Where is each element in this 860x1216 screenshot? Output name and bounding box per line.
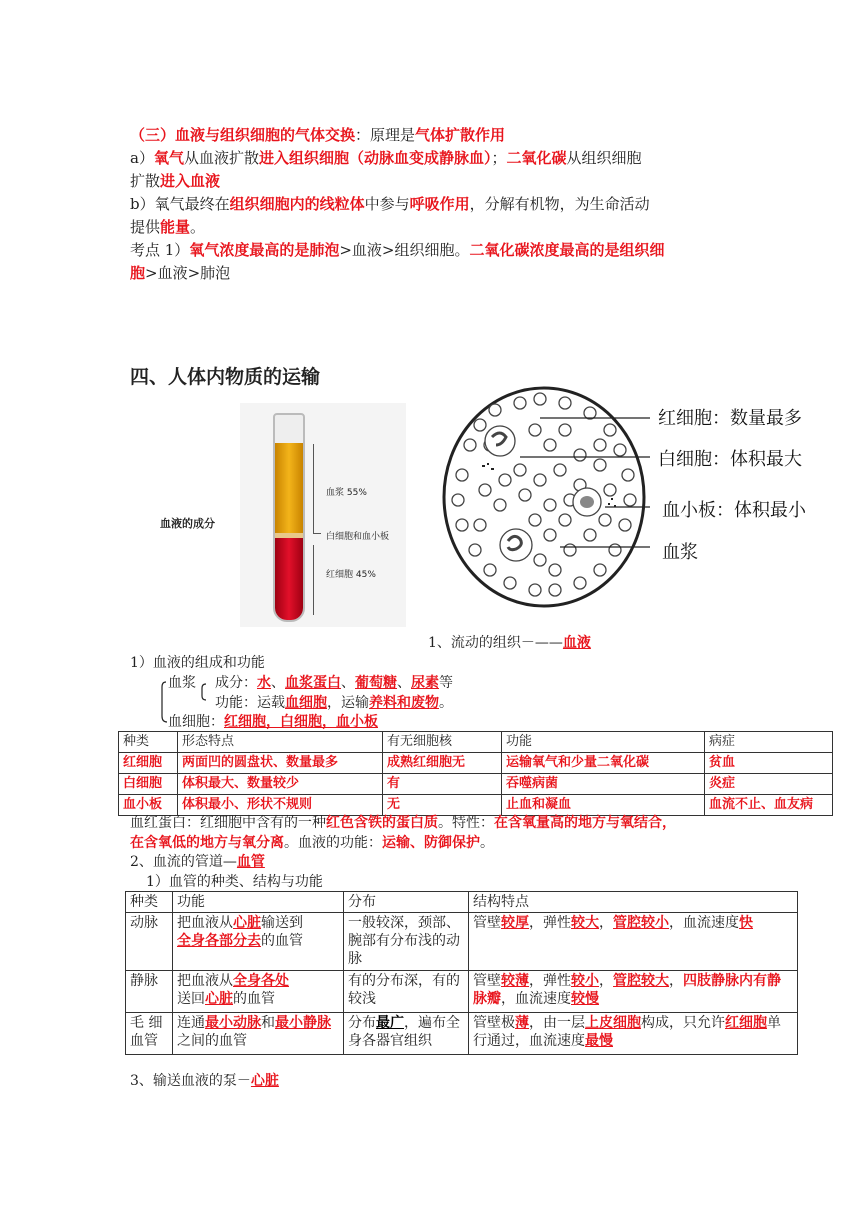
- rbc-cell: [529, 584, 541, 596]
- section-four-title: 四、人体内物质的运输: [130, 366, 321, 388]
- blood-composition-figure: [240, 403, 406, 627]
- gas-exchange-heading: （三）血液与组织细胞的气体交换：原理是气体扩散作用: [130, 126, 506, 144]
- rbc-cell: [534, 393, 546, 405]
- rbc-cell: [594, 564, 606, 576]
- rbc-cell: [549, 564, 561, 576]
- pointer-lines: [500, 410, 660, 555]
- plasma-components: 成分：水、血浆蛋白、葡萄糖、尿素等: [215, 675, 453, 691]
- figure-caption: 1、流动的组织－——血液: [428, 635, 591, 651]
- blood-composition-heading: 1）血液的组成和功能: [130, 655, 265, 671]
- rbc-label: 红细胞 45%: [326, 570, 376, 580]
- table-row: 血小板 体积最小、形状不规则 无 止血和凝血 血流不止、血友病: [119, 795, 833, 816]
- brace-lines: [158, 676, 214, 728]
- table-row-capillary: 毛 细血管 连通最小动脉和最小静脉之间的血管 分布最广，遍布全身各器官组织 管壁极薄，由一层上皮细胞构成，只允许红细胞单行通过，血流速度最慢: [126, 1013, 798, 1055]
- rbc-cell: [474, 419, 486, 431]
- vessels-subheading: 1）血管的种类、结构与功能: [146, 874, 323, 890]
- rbc-cell: [514, 397, 526, 409]
- rbc-cell: [504, 577, 516, 589]
- rbc-cell: [549, 584, 561, 596]
- vessels-heading: 2、血流的管道—血管: [130, 854, 265, 870]
- test-tube: [273, 413, 305, 622]
- hemoglobin-line-2: 在含氧低的地方与氧分离。血液的功能：运输、防御保护。: [130, 835, 494, 851]
- rbc-cell: [559, 397, 571, 409]
- rbc-cell: [456, 519, 468, 531]
- blood-cells-line: 血细胞：红细胞，白细胞，血小板: [168, 714, 378, 730]
- table-header-row: 种类 功能 分布 结构特点: [126, 892, 798, 913]
- blood-cell-table: [118, 731, 833, 816]
- table-header-row: 种类 形态特点 有无细胞核 功能 病症: [119, 732, 833, 753]
- heart-line: 3、输送血液的泵－心脏: [130, 1073, 279, 1089]
- hemoglobin-line-1: 血红蛋白：红细胞中含有的一种红色含铁的蛋白质。特性：在含氧量高的地方与氧结合，: [130, 815, 676, 831]
- table-row-artery: 动脉 把血液从心脏输送到 全身各部分去的血管 一般较深，颈部、腕部有分布浅的动脉 管壁较厚，弹性较大，管腔较小，血流速度快: [126, 913, 798, 971]
- rbc-cell: [464, 439, 476, 451]
- gas-exchange-a-cont: 扩散进入血液: [130, 172, 221, 190]
- rbc-cell: [534, 554, 546, 566]
- rbc-cell: [452, 494, 464, 506]
- table-row: 红细胞 两面凹的圆盘状、数量最多 成熟红细胞无 运输氧气和少量二氧化碳 贫血: [119, 753, 833, 774]
- rbc-cell: [469, 544, 481, 556]
- micro-rbc-label: 红细胞：数量最多: [658, 408, 802, 429]
- table-row-vein: 静脉 把血液从全身各处 送回心脏的血管 有的分布深，有的较浅 管壁较薄，弹性较小，管腔较大，四肢静脉内有静脉瓣，血流速度较慢: [126, 971, 798, 1013]
- plasma-label: 血浆 55%: [326, 488, 367, 498]
- micro-platelet-label: 血小板：体积最小: [662, 500, 806, 521]
- rbc-cell: [479, 484, 491, 496]
- micro-plasma-label: 血浆: [662, 542, 698, 563]
- plasma-label-text: 血浆: [168, 675, 196, 691]
- gas-exchange-b: b）氧气最终在组织细胞内的线粒体中参与呼吸作用，分解有机物，为生命活动: [130, 195, 650, 213]
- blood-composition-label: 血液的成分: [160, 517, 215, 530]
- rbc-cell: [474, 519, 486, 531]
- wbc-platelet-label: 白细胞和血小板: [326, 532, 390, 542]
- vessel-table: [125, 891, 798, 1055]
- exam-point: 考点 1）氧气浓度最高的是肺泡>血液>组织细胞。二氧化碳浓度最高的是组织细: [130, 241, 665, 259]
- rbc-cell: [574, 577, 586, 589]
- rbc-cell: [484, 564, 496, 576]
- plasma-function: 功能：运载血细胞，运输养料和废物。: [215, 695, 453, 711]
- exam-point-cont: 胞>血液>肺泡: [130, 264, 231, 282]
- gas-exchange-b-cont: 提供能量。: [130, 218, 206, 236]
- rbc-cell: [456, 469, 468, 481]
- micro-wbc-label: 白细胞：体积最大: [658, 449, 802, 470]
- table-row: 白细胞 体积最大、数量较少 有 吞噬病菌 炎症: [119, 774, 833, 795]
- gas-exchange-a: a）氧气从血液扩散进入组织细胞（动脉血变成静脉血）；二氧化碳从组织细胞: [130, 149, 642, 167]
